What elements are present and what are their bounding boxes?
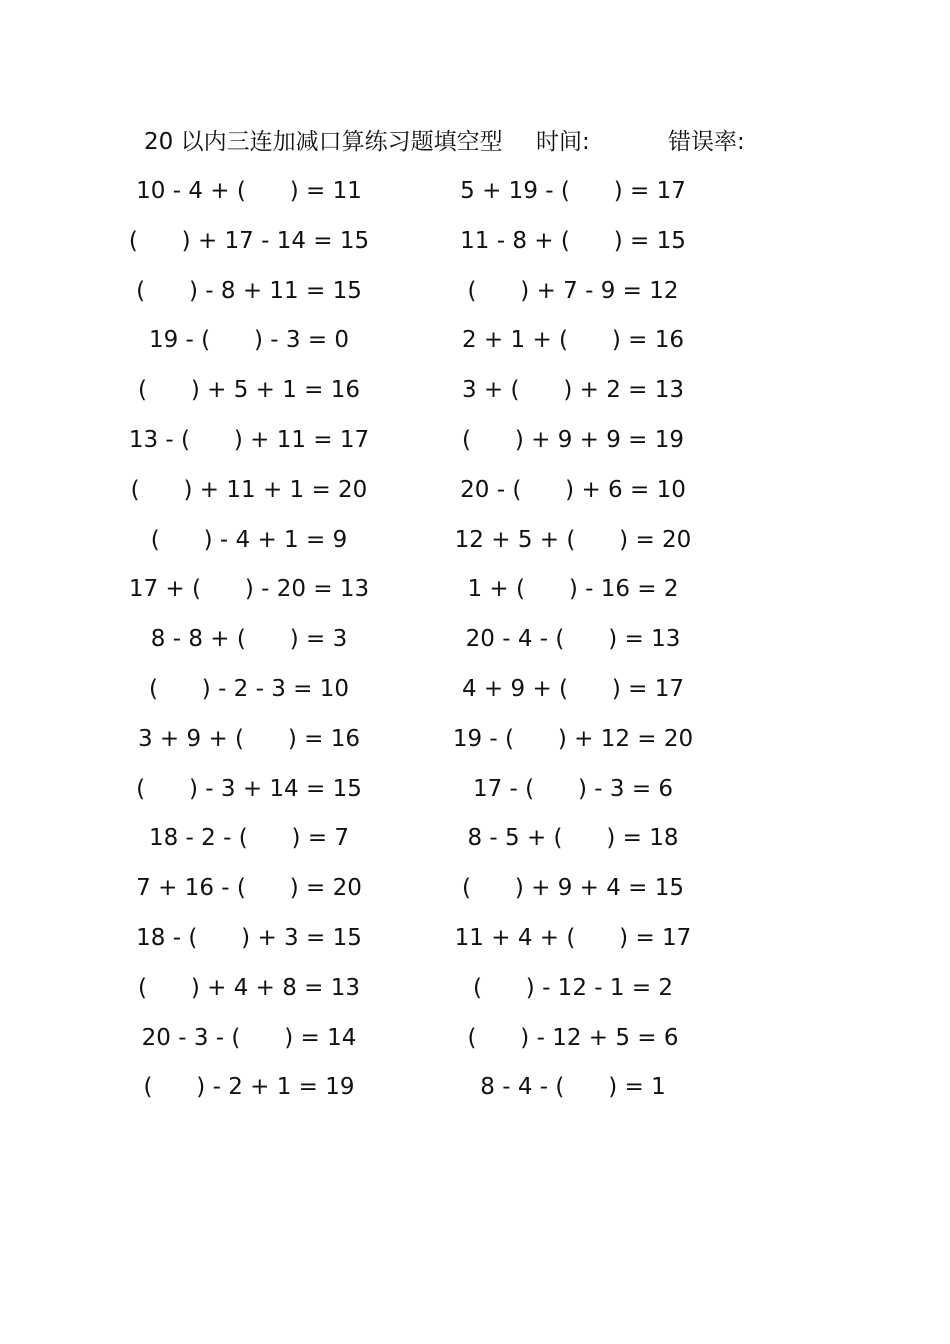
problem-right-16: 11 + 4 + ( ) = 17	[454, 925, 692, 951]
problem-left-7: ( ) + 11 + 1 = 20	[130, 477, 368, 503]
problem-right-2: 11 - 8 + ( ) = 15	[460, 228, 686, 254]
problem-left-17: ( ) + 4 + 8 = 13	[137, 975, 361, 1001]
problem-right-13: 17 - ( ) - 3 = 6	[472, 776, 674, 802]
problem-left-3: ( ) - 8 + 11 = 15	[136, 278, 362, 304]
problem-left-10: 8 - 8 + ( ) = 3	[150, 626, 348, 652]
problem-right-4: 2 + 1 + ( ) = 16	[461, 327, 685, 353]
problem-right-9: 1 + ( ) - 16 = 2	[467, 576, 679, 602]
problem-left-12: 3 + 9 + ( ) = 16	[137, 726, 361, 752]
problem-right-10: 20 - 4 - ( ) = 13	[465, 626, 681, 652]
problem-right-12: 19 - ( ) + 12 = 20	[452, 726, 694, 752]
problem-left-15: 7 + 16 - ( ) = 20	[136, 875, 362, 901]
problem-left-5: ( ) + 5 + 1 = 16	[137, 377, 361, 403]
problem-left-11: ( ) - 2 - 3 = 10	[148, 676, 350, 702]
problem-right-18: ( ) - 12 + 5 = 6	[467, 1025, 679, 1051]
problem-left-8: ( ) - 4 + 1 = 9	[150, 527, 348, 553]
problem-left-4: 19 - ( ) - 3 = 0	[148, 327, 350, 353]
problem-right-6: ( ) + 9 + 9 = 19	[461, 427, 685, 453]
problem-left-6: 13 - ( ) + 11 = 17	[128, 427, 370, 453]
problem-left-13: ( ) - 3 + 14 = 15	[136, 776, 362, 802]
problem-right-14: 8 - 5 + ( ) = 18	[467, 825, 679, 851]
problem-left-16: 18 - ( ) + 3 = 15	[136, 925, 362, 951]
problem-left-19: ( ) - 2 + 1 = 19	[143, 1074, 355, 1100]
worksheet-header	[144, 124, 745, 160]
problem-right-5: 3 + ( ) + 2 = 13	[461, 377, 685, 403]
problem-right-8: 12 + 5 + ( ) = 20	[454, 527, 692, 553]
problem-right-3: ( ) + 7 - 9 = 12	[467, 278, 679, 304]
problem-left-2: ( ) + 17 - 14 = 15	[128, 228, 370, 254]
problem-left-1: 10 - 4 + ( ) = 11	[136, 178, 362, 204]
time-label: 时间:	[536, 129, 590, 155]
problem-right-11: 4 + 9 + ( ) = 17	[461, 676, 685, 702]
problem-right-1: 5 + 19 - ( ) = 17	[460, 178, 686, 204]
problem-right-17: ( ) - 12 - 1 = 2	[472, 975, 674, 1001]
problem-right-7: 20 - ( ) + 6 = 10	[460, 477, 686, 503]
error-rate-label: 错误率:	[668, 129, 745, 155]
worksheet-title: 20 以内三连加减口算练习题填空型	[144, 129, 503, 155]
problem-left-18: 20 - 3 - ( ) = 14	[141, 1025, 357, 1051]
problem-right-15: ( ) + 9 + 4 = 15	[461, 875, 685, 901]
problem-left-9: 17 + ( ) - 20 = 13	[128, 576, 370, 602]
problem-right-19: 8 - 4 - ( ) = 1	[480, 1074, 666, 1100]
problem-left-14: 18 - 2 - ( ) = 7	[148, 825, 350, 851]
